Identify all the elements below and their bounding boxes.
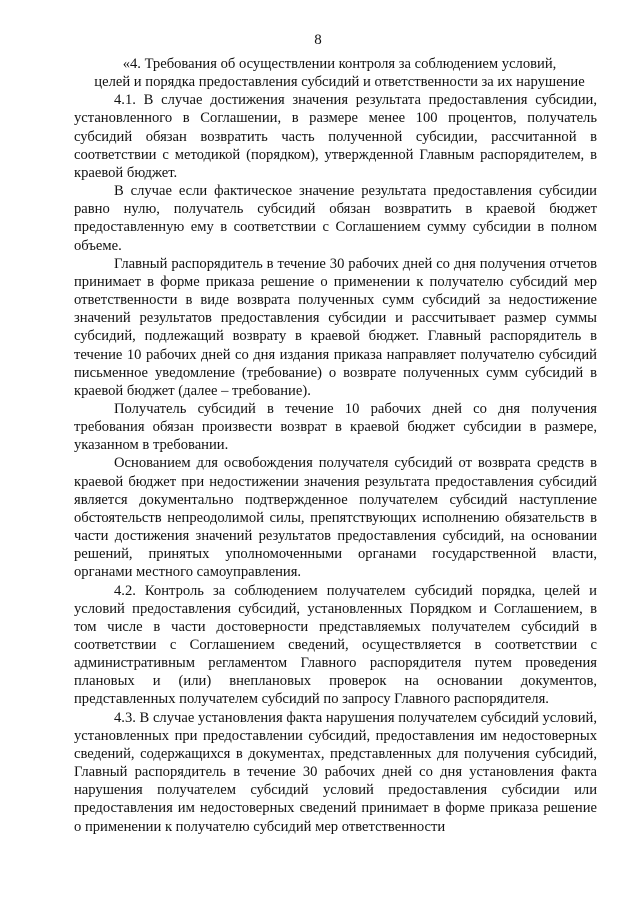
paragraph-zero-result: В случае если фактическое значение результата предоставления субсидии равно нулю, получатель субсидий обязан возвратить в краевой бюджет предоставленную ему в соответствии с Соглашением сумму субсидии в полном объеме. xyxy=(74,183,597,254)
section-heading-line-2: целей и порядка предоставления субсидий и ответственности за их нарушение xyxy=(94,74,585,91)
paragraph-recipient-return: Получатель субсидий в течение 10 рабочих дней со дня получения требования обязан произвести возврат в краевой бюджет субсидии в размере, указанном в требовании. xyxy=(74,400,597,454)
document-body xyxy=(74,55,597,836)
paragraph-distributor-decision: Главный распорядитель в течение 30 рабочих дней со дня получения отчетов принимает в форме приказа решение о применении к получателю субсидий мер ответственности в виде возврата полученных сумм субсидий за недостижение значений результатов предоставления субсидии и рассчитывает размер суммы субсидий, подлежащий возврату в краевой бюджет. Главный распорядитель в течение 10 рабочих дней со дня издания приказа направляет получателю субсидий письменное уведомление (требование) о возврате полученных сумм субсидий в краевой бюджет (далее – требование). xyxy=(74,255,597,399)
paragraph-4-3: 4.3. В случае установления факта нарушения получателем субсидий условий, установленных при предоставлении субсидий, предоставления им недостоверных сведений, содержащихся в документах, представленных для получения субсидий, Главный распорядитель в течение 30 рабочих дней со дня установления факта нарушения получателем субсидий условий предоставления субсидии или предоставления им недостоверных сведений принимает в форме приказа решение о применении к получателю субсидий мер ответственности xyxy=(74,709,597,835)
section-heading xyxy=(74,55,597,91)
paragraph-4-2: 4.2. Контроль за соблюдением получателем субсидий порядка, целей и условий предоставления субсидий, установленных Порядком и Соглашением, в том числе в части достоверности представляемых получателем субсидий в соответствии с Соглашением сведений, осуществляется в соответствии с административным регламентом Главного распорядителя путем проведения плановых и (или) внеплановых проверок на основании документов, представленных получателем субсидий по запросу Главного распорядителя. xyxy=(74,582,597,708)
paragraph-4-1: 4.1. В случае достижения значения результата предоставления субсидии, установленного в Соглашении, в размере менее 100 процентов, получатель субсидий обязан возвратить часть полученной субсидии, рассчитанной в соответствии с методикой (порядком), утвержденной Главным распорядителем, в краевой бюджет. xyxy=(74,92,597,181)
section-heading-line-1: «4. Требования об осуществлении контроля за соблюдением условий, xyxy=(122,56,557,72)
page-number: 8 xyxy=(314,32,322,48)
paragraph-force-majeure: Основанием для освобождения получателя субсидий от возврата средств в краевой бюджет при недостижении значения результата предоставления субсидий является документально подтвержденное получателем субсидий наступление обстоятельств непреодолимой силы, препятствующих исполнению обязательств в части достижения значений результатов предоставления субсидий, на основании решений, принятых уполномоченными органами государственной власти, органами местного самоуправления. xyxy=(74,455,597,581)
